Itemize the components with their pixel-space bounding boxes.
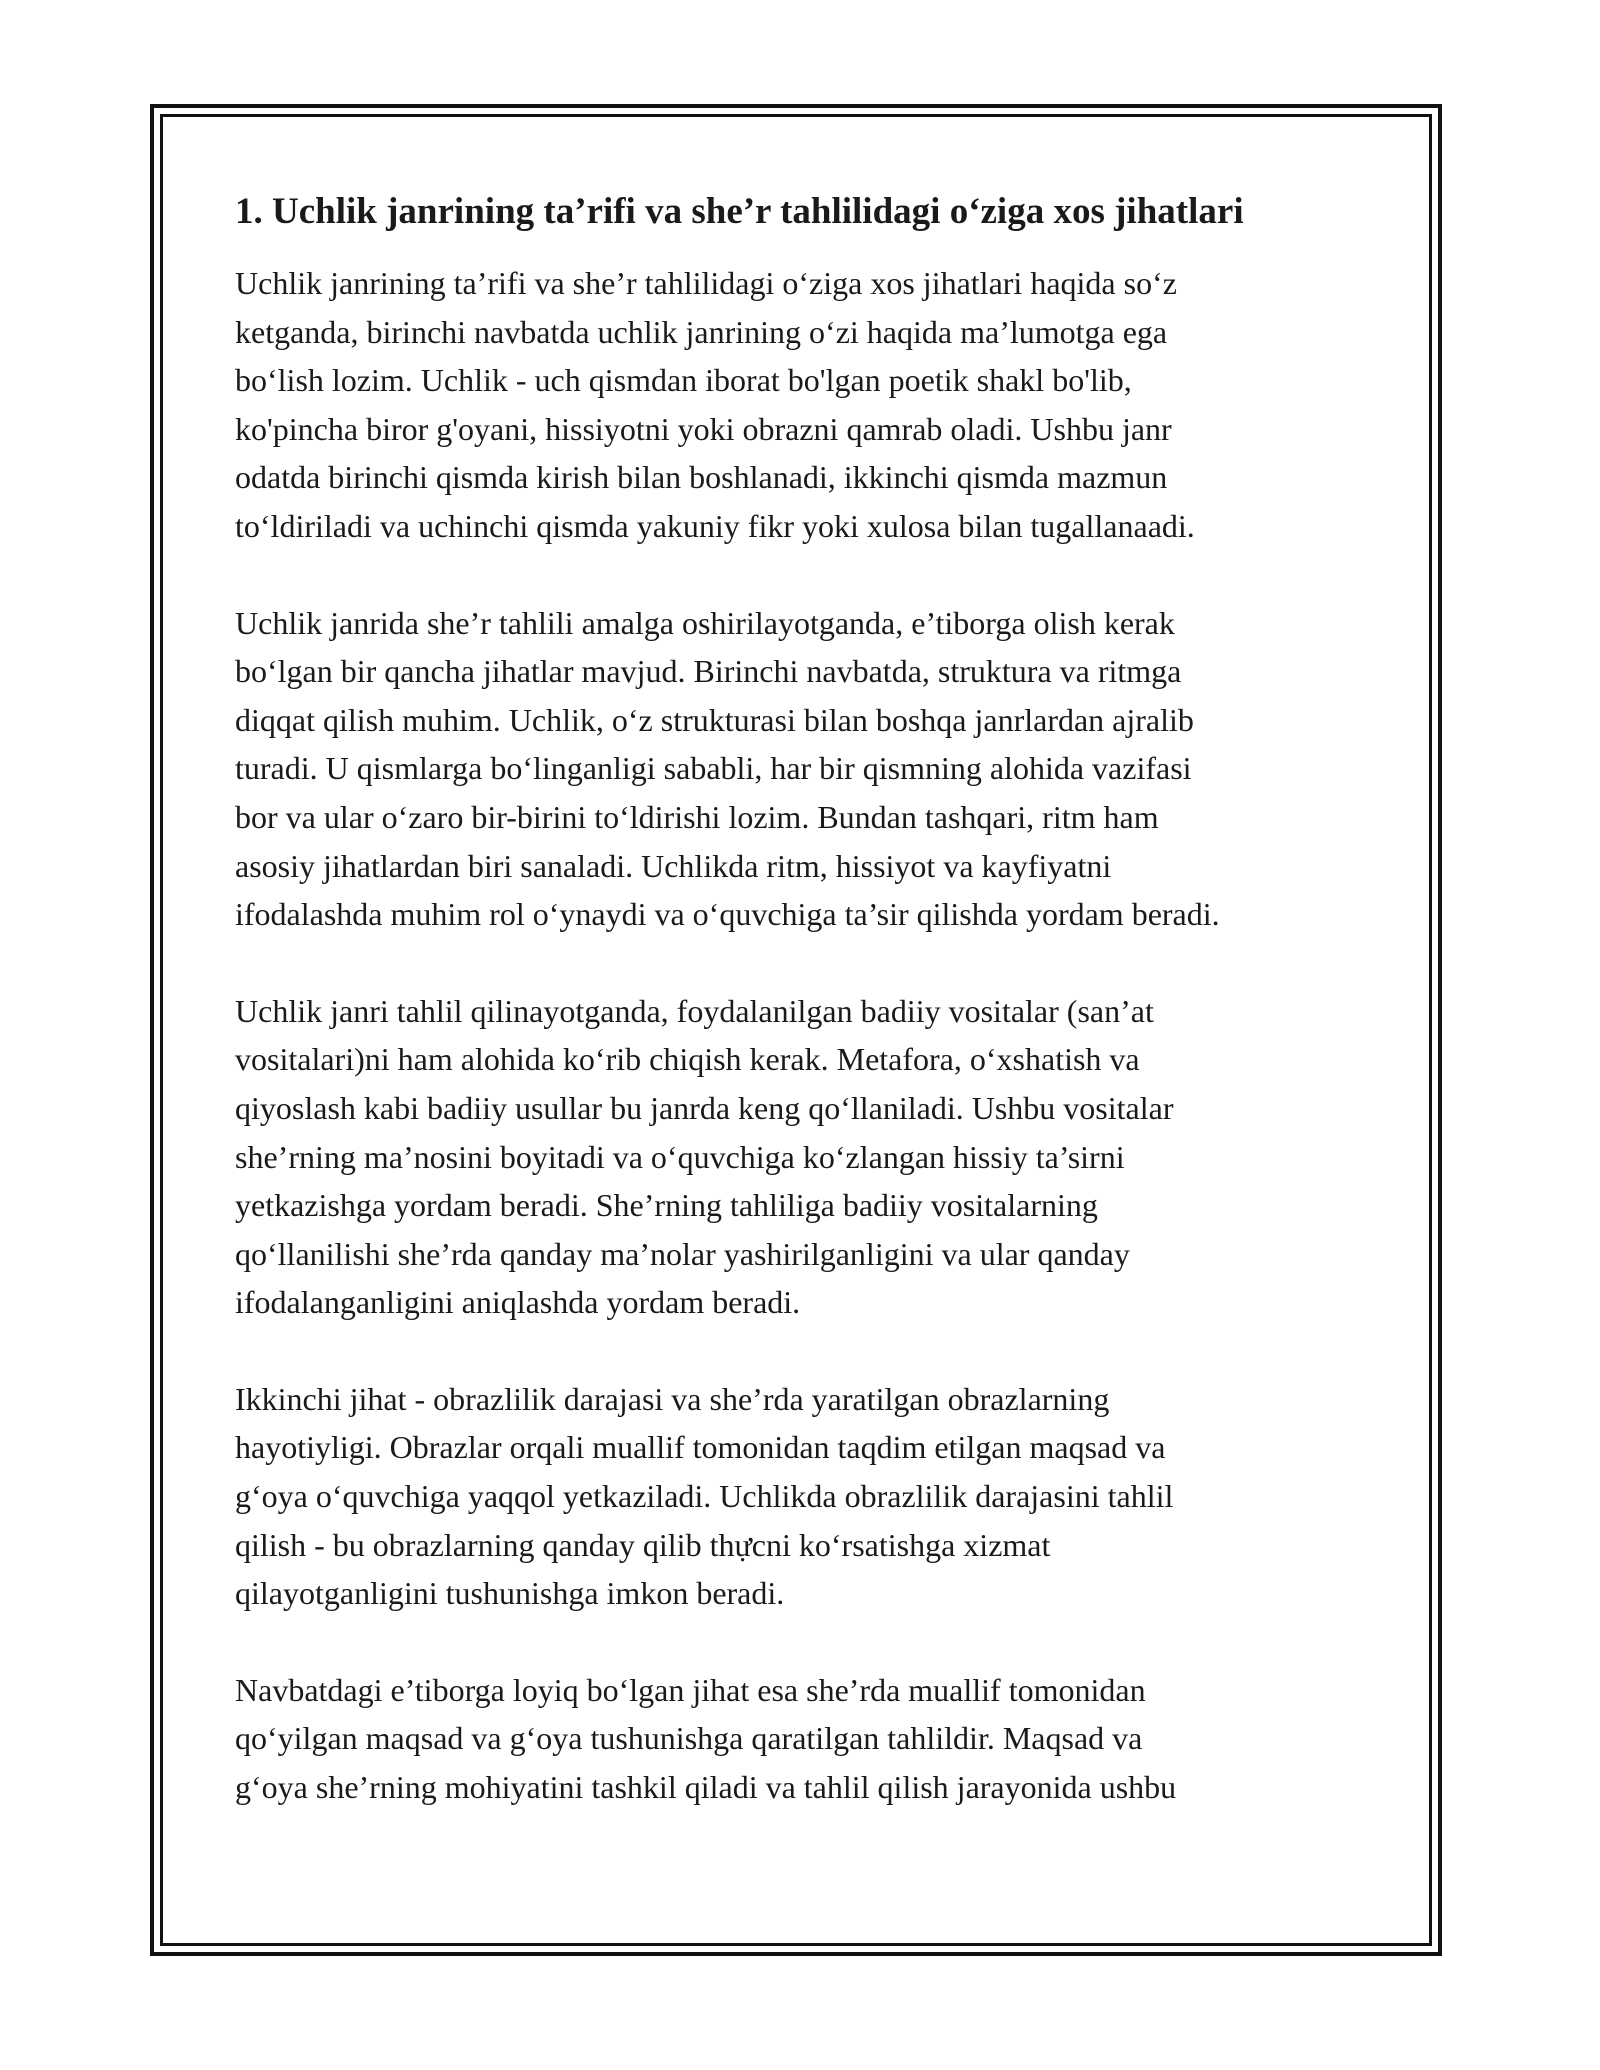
paragraph-structure-rhythm: Uchlik janrida she’r tahlili amalga oshirilayotganda, e’tiborga olish kerak bo‘lgan bir qancha jihatlar mavjud. Birinchi navbatda, struktura va ritmga diqqat qilish muhim. Uchlik, o‘z strukturasi bilan boshqa janrlardan ajralib turadi. U qismlarga bo‘linganligi sababli, har bir qismning alohida vazifasi bor va ular o‘zaro bir-birini to‘ldirishi lozim. Bundan tashqari, ritm ham asosiy jihatlardan biri sanaladi. Uchlikda ritm, hissiyot va kayfiyatni ifodalashda muhim rol o‘ynaydi va o‘quvchiga ta’sir qilishda yordam beradi.	[235, 604, 1220, 933]
document-body	[235, 185, 1375, 1860]
paragraph-definition: Uchlik janrining ta’rifi va she’r tahlilidagi o‘ziga xos jihatlari haqida so‘z ketganda, birinchi navbatda uchlik janrining o‘zi haqida ma’lumotga ega bo‘lish lozim. Uchlik - uch qismdan iborat bo'lgan poetik shakl bo'lib, ko'pincha biror g'oyani, hissiyotni yoki obrazni qamrab oladi. Ushbu janr odatda birinchi qismda kirish bilan boshlanadi, ikkinchi qismda mazmun to‘ldiriladi va uchinchi qismda yakuniy fikr yoki xulosa bilan tugallanaadi.	[235, 265, 1195, 544]
paragraph-purpose-idea: Navbatdagi e’tiborga loyiq bo‘lgan jihat esa she’rda muallif tomonidan qo‘yilgan maqsad va g‘oya tushunishga qaratilgan tahlildir. Maqsad va g‘oya she’rning mohiyatini tashkil qiladi va tahlil qilish jarayonida ushbu	[235, 1671, 1177, 1806]
paragraph-imagery: Ikkinchi jihat - obrazlilik darajasi va she’rda yaratilgan obrazlarning hayotiyligi. Obrazlar orqali muallif tomonidan taqdim etilgan maqsad va g‘oya o‘quvchiga yaqqol yetkaziladi. Uchlikda obrazlilik darajasini tahlil qilish - bu obrazlarning qanday qilib thựcni ko‘rsatishga xizmat qilayotganligini tushunishga imkon beradi.	[235, 1380, 1174, 1612]
section-heading: 1. Uchlik janrining ta’rifi va she’r tahlilidagi o‘ziga xos jihatlari	[235, 191, 1244, 232]
paragraph-artistic-devices: Uchlik janri tahlil qilinayotganda, foydalanilgan badiiy vositalar (san’at vositalari)ni ham alohida ko‘rib chiqish kerak. Metafora, o‘xshatish va qiyoslash kabi badiiy usullar bu janrda keng qo‘llaniladi. Ushbu vositalar she’rning ma’nosini boyitadi va o‘quvchiga ko‘zlangan hissiy ta’sirni yetkazishga yordam beradi. She’rning tahliliga badiiy vositalarning qo‘llanilishi she’rda qanday ma’nolar yashirilganligini va ular qanday ifodalanganligini aniqlashda yordam beradi.	[235, 992, 1174, 1321]
